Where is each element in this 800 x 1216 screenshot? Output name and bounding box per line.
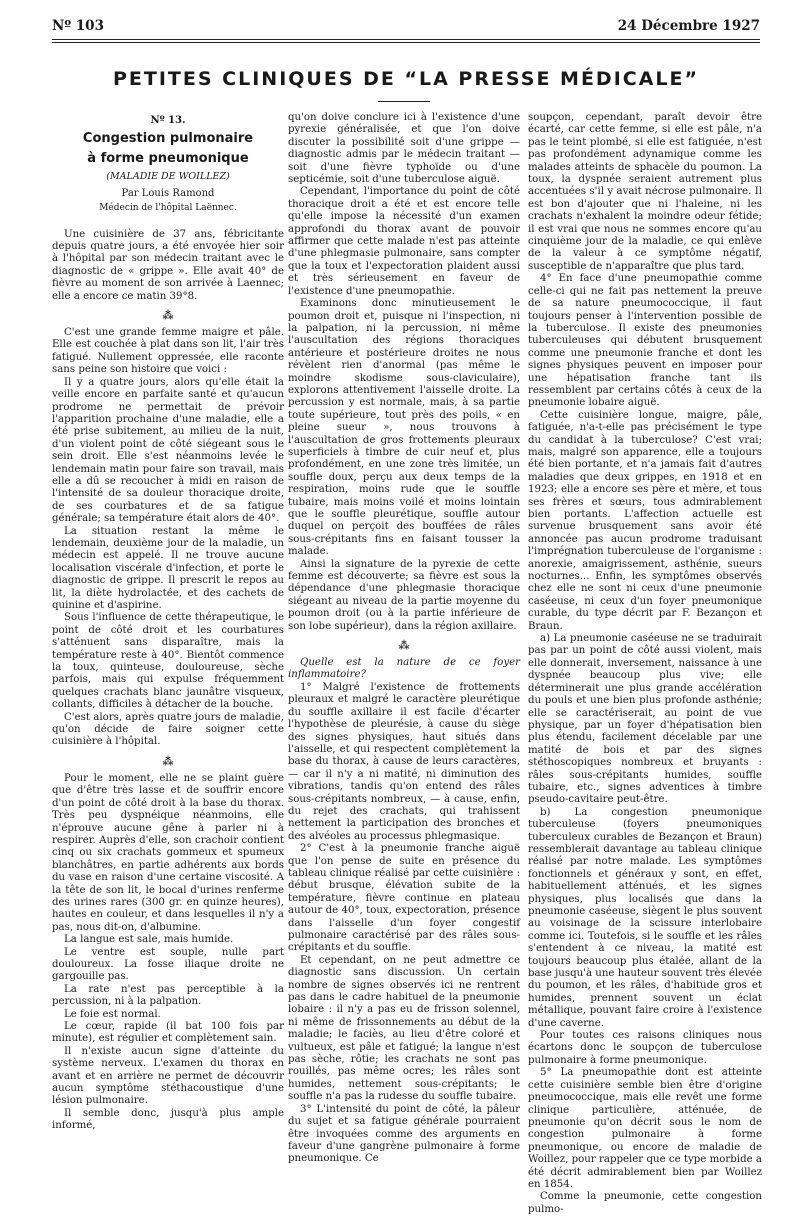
article-title-line-2: à forme pneumonique	[87, 151, 249, 167]
section-separator: ⁂	[398, 639, 410, 653]
paragraph: C'est une grande femme maigre et pâle. Elle est couchée à plat dans son lit, l'air très fatigué. Nullement oppressée, elle raconte sans peine son histoire que voici :	[52, 327, 284, 376]
paragraph: Il semble donc, jusqu'à plus ample informé,	[52, 1107, 284, 1132]
issue-date: 24 Décembre 1927	[617, 18, 760, 34]
paragraph: qu'on doive conclure ici à l'existence d'une pyrexie généralisée, et que l'on doive discuter la possibilité soit d'une grippe — diagnostic admis par le médecin traitant — soit d'une fièvre typhoïde ou d'une septicémie, soit d'une tuberculose aiguë.	[288, 112, 520, 186]
paragraph: La situation restant la même le lendemain, deuxième jour de la maladie, un médecin est appelé. Il ne trouve aucune localisation viscérale d'infection, et porte le diagnostic de grippe. Il prescrit le repos au lit, la diète hydrolactée, et des cachets de quinine et d'aspirine.	[52, 525, 284, 611]
paragraph: b) La congestion pneumonique tuberculeuse (foyers pneumoniques tuberculeux curables de Bezançon et Braun) ressemblerait davantage au tableau clinique réalisé par notre malade. Les symptômes fonctionnels et généraux y sont, en effet, habituellement atténués, et les signes physiques, plus localisés que dans la pneumonie caséeuse, siègent le plus souvent au voisinage de la scissure interlobaire comme ici. Toutefois, si le souffle et les râles s'entendent à ce niveau, la matité est toujours beaucoup plus étalée, allant de la base jusqu'à une hauteur souvent très élevée du poumon, et les râles, d'habitude gros et humides, prennent souvent un éclat métallique, pouvant faire croire à l'existence d'une caverne.	[528, 806, 762, 1029]
article-subtitle: (MALADIE DE WOILLEZ)	[106, 171, 230, 183]
paragraph: La langue est sale, mais humide.	[64, 934, 234, 946]
column-1	[52, 112, 284, 1133]
paragraph: 1° Malgré l'existence de frottements pleuraux et malgré le caractère pleurétique du souffle axillaire il est facile d'écarter l'hypothèse de pleurésie, à cause du siège des signes physiques, haut situés dans l'aisselle, et qui respectent complètement la base du thorax, à cause de leurs caractères, — car il n'y a ni matité, ni diminution des vibrations, tandis qu'on entend des râles sous-crépitants nombreux, — à cause, enfin, du rejet des crachats, qui trahissent nettement la participation des bronches et des alvéoles au processus phlegmasique.	[288, 681, 520, 842]
paragraph: Cette cuisinière longue, maigre, pâle, fatiguée, n'a-t-elle pas précisément le type du candidat à la tuberculose? C'est vrai; mais, malgré son apparence, elle a toujours été bien portante, et n'a jamais fait d'autres maladies que deux grippes, en 1918 et en 1923; elle a encore ses père et mère, et tous ses frères et sœurs, tous admirablement bien portants. L'affection actuelle est survenue brusquement sans avoir été annoncée pas aucun prodrome traduisant l'imprégnation tuberculeuse de l'organisme : anorexie, amaigrissement, asthénie, sueurs nocturnes... Enfin, les symptômes observés chez elle ne sont ni ceux d'une pneumonie caséeuse, ni ceux d'un foyer pneumonique curable, du type décrit par F. Bezançon et Braun.	[528, 409, 762, 632]
title-underline	[378, 101, 430, 102]
paragraph: Examinons donc minutieusement le poumon droit et, puisque ni l'inspection, ni la palpation, ni la percussion, ni même l'auscultation des régions thoraciques antérieure et postérieure droites ne nous révèlent rien d'anormal (pas même le moindre skodisme sous-claviculaire), explorons attentivement l'aisselle droite. La percussion y est normale, mais, à sa partie toute supérieure, tout près des poils, « en pleine sueur », nous trouvons à l'auscultation de gros frottements pleuraux superficiels à timbre de cuir neuf et, plus profondément, en une zone très limitée, un souffle doux, perçu aux deux temps de la respiration, moins rude que le souffle tubaire, mais moins voilé et moins lointain que le souffle pleurétique, souffle autour duquel on perçoit des bouffées de râles sous-crépitants fins en faisant tousser la malade.	[288, 298, 520, 558]
paragraph: Comme la pneumonie, cette congestion pulmo-	[528, 1191, 762, 1215]
section-question: Quelle est la nature de ce foyer inflammatoire?	[288, 657, 520, 681]
paragraph: Il y a quatre jours, alors qu'elle était la veille encore en parfaite santé et qu'aucun prodrome ne permettait de prévoir l'apparition prochaine d'une maladie, elle a été prise subitement, au milieu de la nuit, d'un violent point de côté siégeant sous le sein droit. Elle s'est néanmoins levée le lendemain matin pour faire son travail, mais elle a dû se recoucher à midi en raison de l'intensité de sa douleur thoracique droite, de ses courbatures et de sa fatigue générale; sa température était alors de 40°.	[52, 376, 284, 525]
article-title-line-1: Congestion pulmonaire	[82, 131, 254, 147]
section-separator: ⁂	[162, 754, 174, 768]
issue-number: Nº 103	[52, 18, 104, 34]
article-number: Nº 13.	[150, 115, 186, 126]
section-separator: ⁂	[162, 309, 174, 323]
paragraph: soupçon, cependant, paraît devoir être écarté, car cette femme, si elle est pâle, n'a pas le teint plombé, si elle est fatiguée, n'est pas profondément adynamique comme les malades atteints de sphacèle du poumon. La toux, la dyspnée seraient autrement plus accentuées s'il y avait nécrose pulmonaire. Il est bon d'ajouter que ni l'haleine, ni les crachats n'exhalent la moindre odeur fétide; il est vrai que nous ne sommes encore qu'au cinquième jour de la maladie, ce qui enlève de la valeur à ce symptôme négatif, susceptible de n'apparaître que plus tard.	[528, 112, 762, 272]
paragraph: 4° En face d'une pneumopathie comme celle-ci qui ne fait pas nettement la preuve de sa nature pneumococcique, il faut toujours penser à l'intervention possible de la tuberculose. Il existe des pneumonies tuberculeuses qui débutent brusquement comme une pneumonie franche et dont les signes physiques peuvent en imposer pour une hépatisation franche tant ils ressemblent par certains côtés à ceux de la pneumonie lobaire aiguë.	[528, 273, 762, 409]
article-affiliation: Médecin de l'hôpital Laënnec.	[99, 203, 237, 214]
page-title: PETITES CLINIQUES DE “LA PRESSE MÉDICALE”	[113, 68, 699, 90]
paragraph: 5° La pneumopathie dont est atteinte cette cuisinière semble bien être d'origine pneumococcique, mais elle revêt une forme clinique particulière, atténuée, de pneumonie qu'on décrit sous le nom de congestion pulmonaire à forme pneumonique, ou encore de maladie de Woillez, pour rappeler que ce type morbide a été décrit admirablement bien par Woillez en 1854.	[528, 1067, 762, 1190]
page-header	[52, 14, 760, 38]
paragraph: 3° L'intensité du point de côté, la pâleur du sujet et sa fatigue générale pourraient être invoquées comme des arguments en faveur d'une gangrène pulmonaire à forme pneumonique. Ce	[288, 1103, 520, 1165]
column-2	[288, 112, 520, 1166]
paragraph: Le foie est normal.	[64, 1008, 161, 1020]
paragraph: a) La pneumonie caséeuse ne se traduirait pas par un point de côté aussi violent, mais elle donnerait, inversement, naissance à une dyspnée beaucoup plus vive; elle déterminerait une plus grande accélération du pouls et une bien plus profonde asthénie; elle se caractériserait, au point de vue physique, par un foyer d'hépatisation bien plus étendu, facilement décelable par une matité de bois et par des signes stéthoscopiques nombreux et bruyants : râles sous-crépitants humides, souffle tubaire, etc., signes adventices à timbre pseudo-cavitaire peut-être.	[528, 633, 762, 806]
header-rule-secondary	[52, 42, 760, 43]
paragraph: C'est alors, après quatre jours de maladie, qu'on décide de faire soigner cette cuisinière à l'hôpital.	[52, 711, 284, 748]
paragraph: Cependant, l'importance du point de côté thoracique droit a été et est encore telle qu'elle impose la nécessité d'un examen approfondi du thorax avant de pouvoir affirmer que cette malade n'est pas atteinte d'une phlegmasie pulmonaire, sans compter que la toux et l'expectoration plaident aussi et très sérieusement en faveur de l'existence d'une pneumopathie.	[288, 186, 520, 297]
paragraph: 2° C'est à la pneumonie franche aiguë que l'on pense de suite en présence du tableau clinique réalisé par cette cuisinière : début brusque, élévation subite de la température, fièvre continue en plateau autour de 40°, toux, expectoration, présence dans l'aisselle d'un foyer congestif pulmonaire caractérisé par des râles sous-crépitants et du souffle.	[288, 843, 520, 954]
paragraph: Le cœur, rapide (il bat 100 fois par minute), est régulier et complètement sain.	[52, 1021, 284, 1045]
article-author: Par Louis Ramond	[121, 187, 215, 199]
paragraph: Pour toutes ces raisons cliniques nous écartons donc le soupçon de tuberculose pulmonaire à forme pneumonique.	[528, 1030, 762, 1066]
paragraph: Une cuisinière de 37 ans, fébricitante depuis quatre jours, a été envoyée hier soir à l'hôpital par son médecin traitant avec le diagnostic de « grippe ». Elle avait 40° de fièvre au moment de son arrivée à Laennec; elle a encore ce matin 39°8.	[52, 228, 284, 302]
paragraph: Et cependant, on ne peut admettre ce diagnostic sans discussion. Un certain nombre de signes observés ici ne rentrent pas dans le cadre habituel de la pneumonie lobaire : il n'y a pas eu de frisson solennel, ni même de frissonnements au début de la maladie; le faciès, au lieu d'être coloré et vultueux, est pâle et fatigué; la langue n'est pas sèche, rôtie; les crachats ne sont pas rouillés, pas même ocres; les râles sont humides, nettement sous-crépitants; le souffle n'a pas la rudesse du souffle tubaire.	[288, 954, 520, 1103]
paragraph: Le ventre est souple, nulle part douloureux. La fosse iliaque droite ne gargouille pas.	[52, 946, 284, 983]
paragraph: Pour le moment, elle ne se plaint guère que d'être très lasse et de souffrir encore d'un point de côté droit à la base du thorax. Très peu dyspnéique néanmoins, elle n'éprouve aucune gêne à parler ni à respirer. Auprès d'elle, son crachoir contient cinq ou six crachats gommeux et spumeux blanchâtres, en partie adhérents aux bords du vase en raison d'une certaine viscosité. A la tête de son lit, le bocal d'urines renferme des urines rares (300 gr. en quinze heures), hautes en couleur, et dans lesquelles il n'y a pas, nous dit-on, d'albumine.	[52, 772, 284, 933]
header-rule	[52, 39, 760, 40]
paragraph: Ainsi la signature de la pyrexie de cette femme est découverte; sa fièvre est sous la dépendance d'une phlegmasie thoracique siégeant au niveau de la partie moyenne du poumon droit (ou à la partie inférieure de son lobe supérieur), dans la région axillaire.	[288, 558, 520, 632]
column-3	[528, 112, 762, 1216]
paragraph: La rate n'est pas perceptible à la percussion, ni à la palpation.	[52, 983, 284, 1008]
paragraph: Il n'existe aucun signe d'atteinte du système nerveux. L'examen du thorax en avant et en arrière ne permet de découvrir aucun symptôme stéthacoustique d'une lésion pulmonaire.	[52, 1045, 284, 1107]
paragraph: Sous l'influence de cette thérapeutique, le point de côté droit et les courbatures s'atténuent sans disparaître, mais la température reste à 40°. Bientôt commence la toux, quinteuse, douloureuse, sèche parfois, mais qui expulse fréquemment quelques crachats blanc jaunâtre visqueux, collants, difficiles à détacher de la bouche.	[52, 612, 284, 711]
